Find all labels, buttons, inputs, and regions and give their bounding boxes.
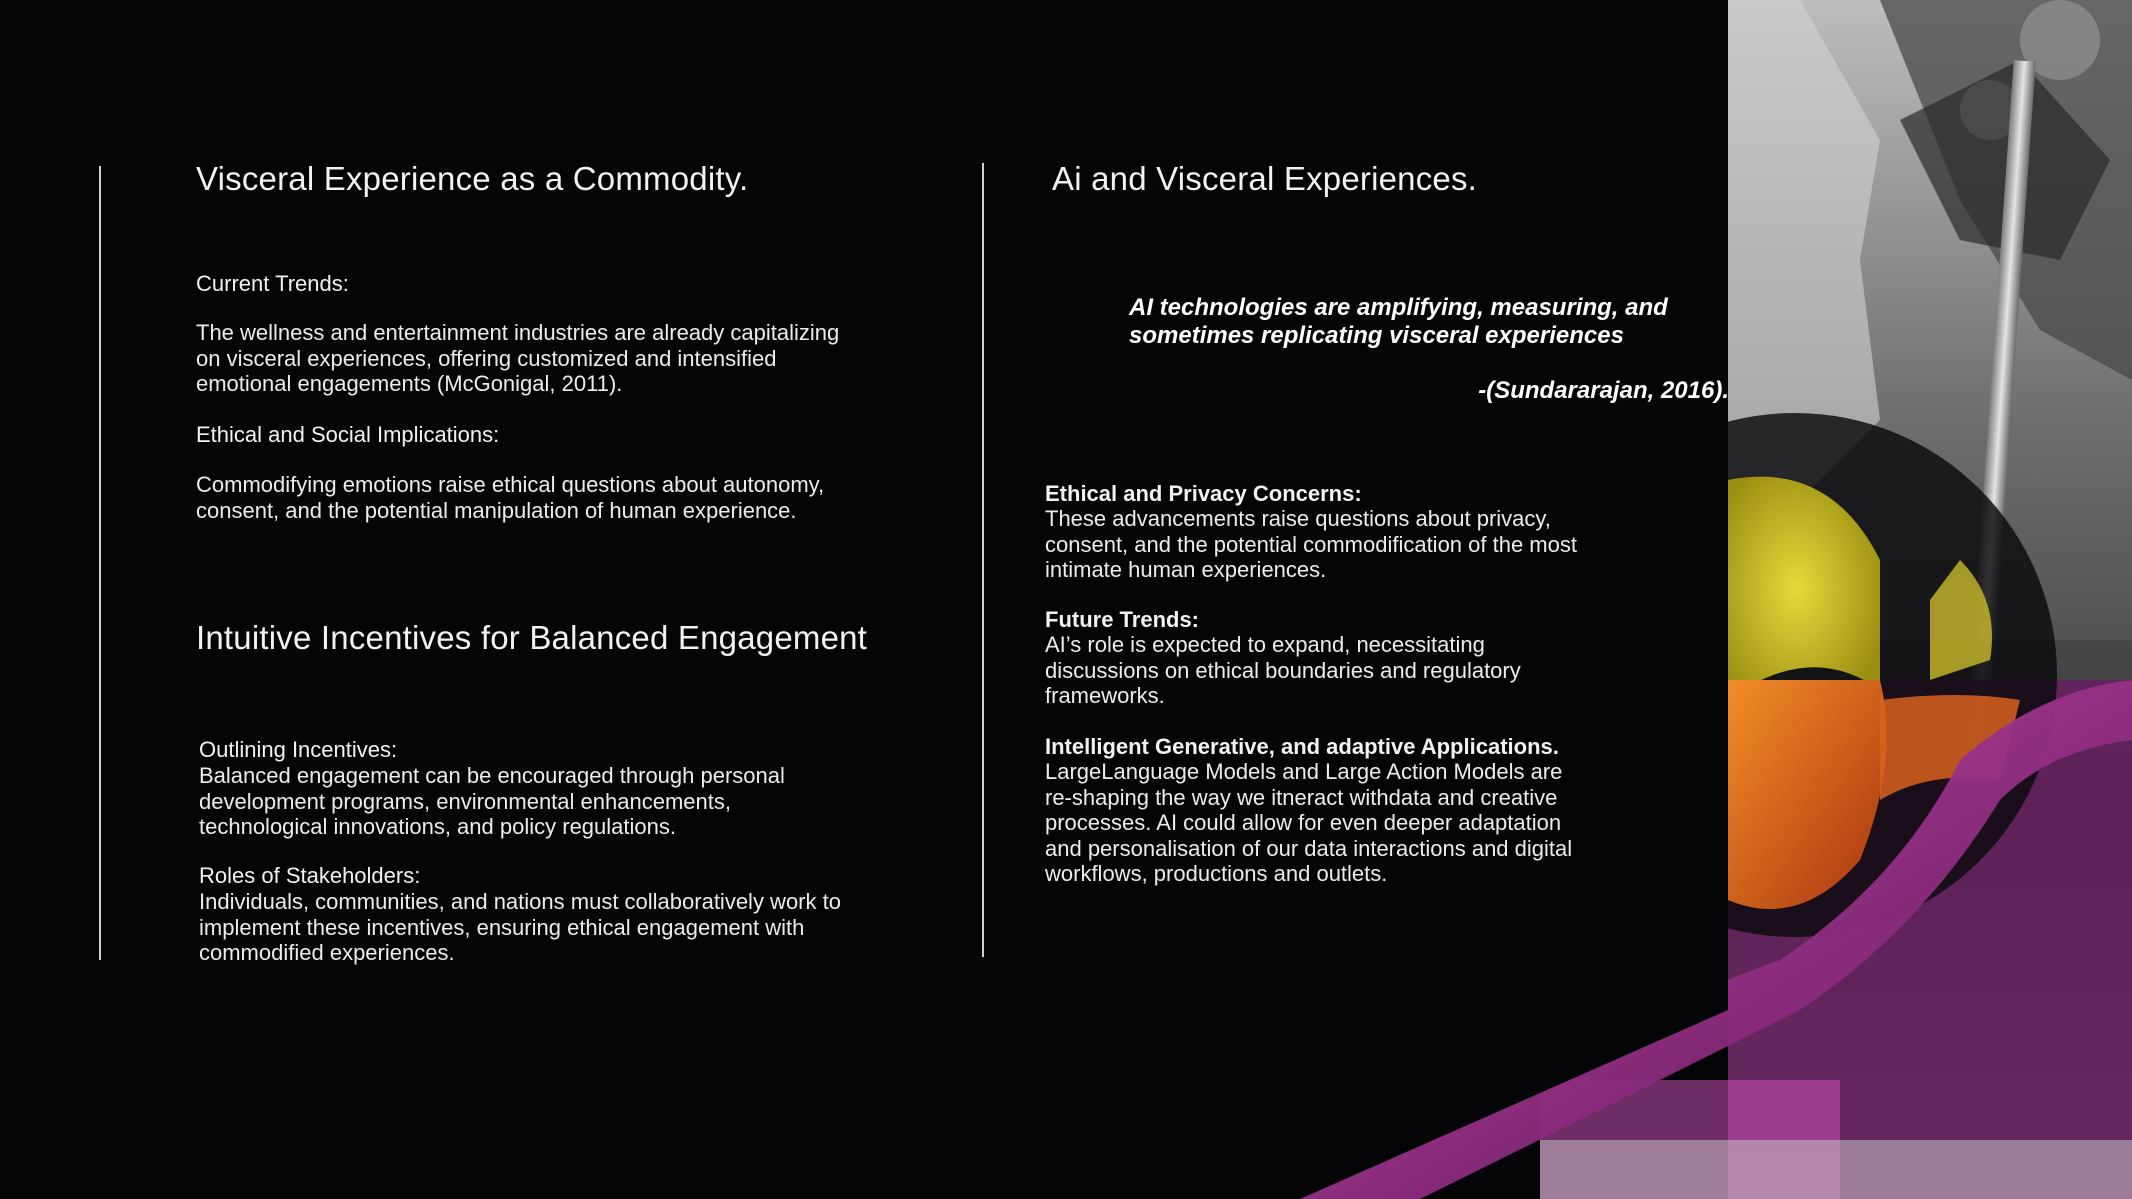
roles-stakeholders-text: Individuals, communities, and nations must collaboratively work to implement these incentives, ensuring ethical engagement with commodified experiences. bbox=[199, 889, 841, 965]
generative-apps-text: LargeLanguage Models and Large Action Models are re-shaping the way we itneract withdata and creative processes. AI could allow for even deeper adaptation and personalisation of our data interactions and digital workflows, productions and outlets. bbox=[1045, 759, 1573, 886]
current-trends-text: The wellness and entertainment industries are already capitalizing on visceral experiences, offering customized and intensified emotional engagements (McGonigal, 2011). bbox=[196, 320, 840, 396]
privacy-concerns-text: These advancements raise questions about privacy, consent, and the potential commodification of the most intimate human experiences. bbox=[1045, 506, 1577, 582]
ethical-social-label: Ethical and Social Implications: bbox=[196, 422, 500, 447]
privacy-concerns-label: Ethical and Privacy Concerns: bbox=[1045, 481, 1362, 506]
ethical-social-text: Commodifying emotions raise ethical questions about autonomy, consent, and the potential manipulation of human experience. bbox=[196, 472, 825, 523]
center-divider-line bbox=[982, 163, 984, 957]
heading-ai-visceral: Ai and Visceral Experiences. bbox=[1052, 160, 1478, 197]
heading-visceral-commodity: Visceral Experience as a Commodity. bbox=[196, 160, 749, 197]
heading-intuitive-incentives: Intuitive Incentives for Balanced Engagement bbox=[196, 619, 868, 656]
future-trends-label: Future Trends: bbox=[1045, 607, 1200, 632]
future-trends-text: AI’s role is expected to expand, necessitating discussions on ethical boundaries and regulatory frameworks. bbox=[1045, 632, 1521, 708]
left-divider-line bbox=[99, 166, 101, 960]
outlining-incentives-text: Balanced engagement can be encouraged through personal development programs, environmental enhancements, technological innovations, and policy regulations. bbox=[199, 763, 785, 839]
roles-stakeholders-label: Roles of Stakeholders: bbox=[199, 863, 421, 888]
current-trends-label: Current Trends: bbox=[196, 271, 349, 296]
quote-citation: -(Sundararajan, 2016). bbox=[1478, 377, 1729, 404]
pull-quote: AI technologies are amplifying, measuring, and sometimes replicating visceral experiences bbox=[1129, 294, 1668, 349]
outlining-incentives-label: Outlining Incentives: bbox=[199, 737, 398, 762]
generative-apps-label: Intelligent Generative, and adaptive Applications. bbox=[1045, 734, 1559, 759]
